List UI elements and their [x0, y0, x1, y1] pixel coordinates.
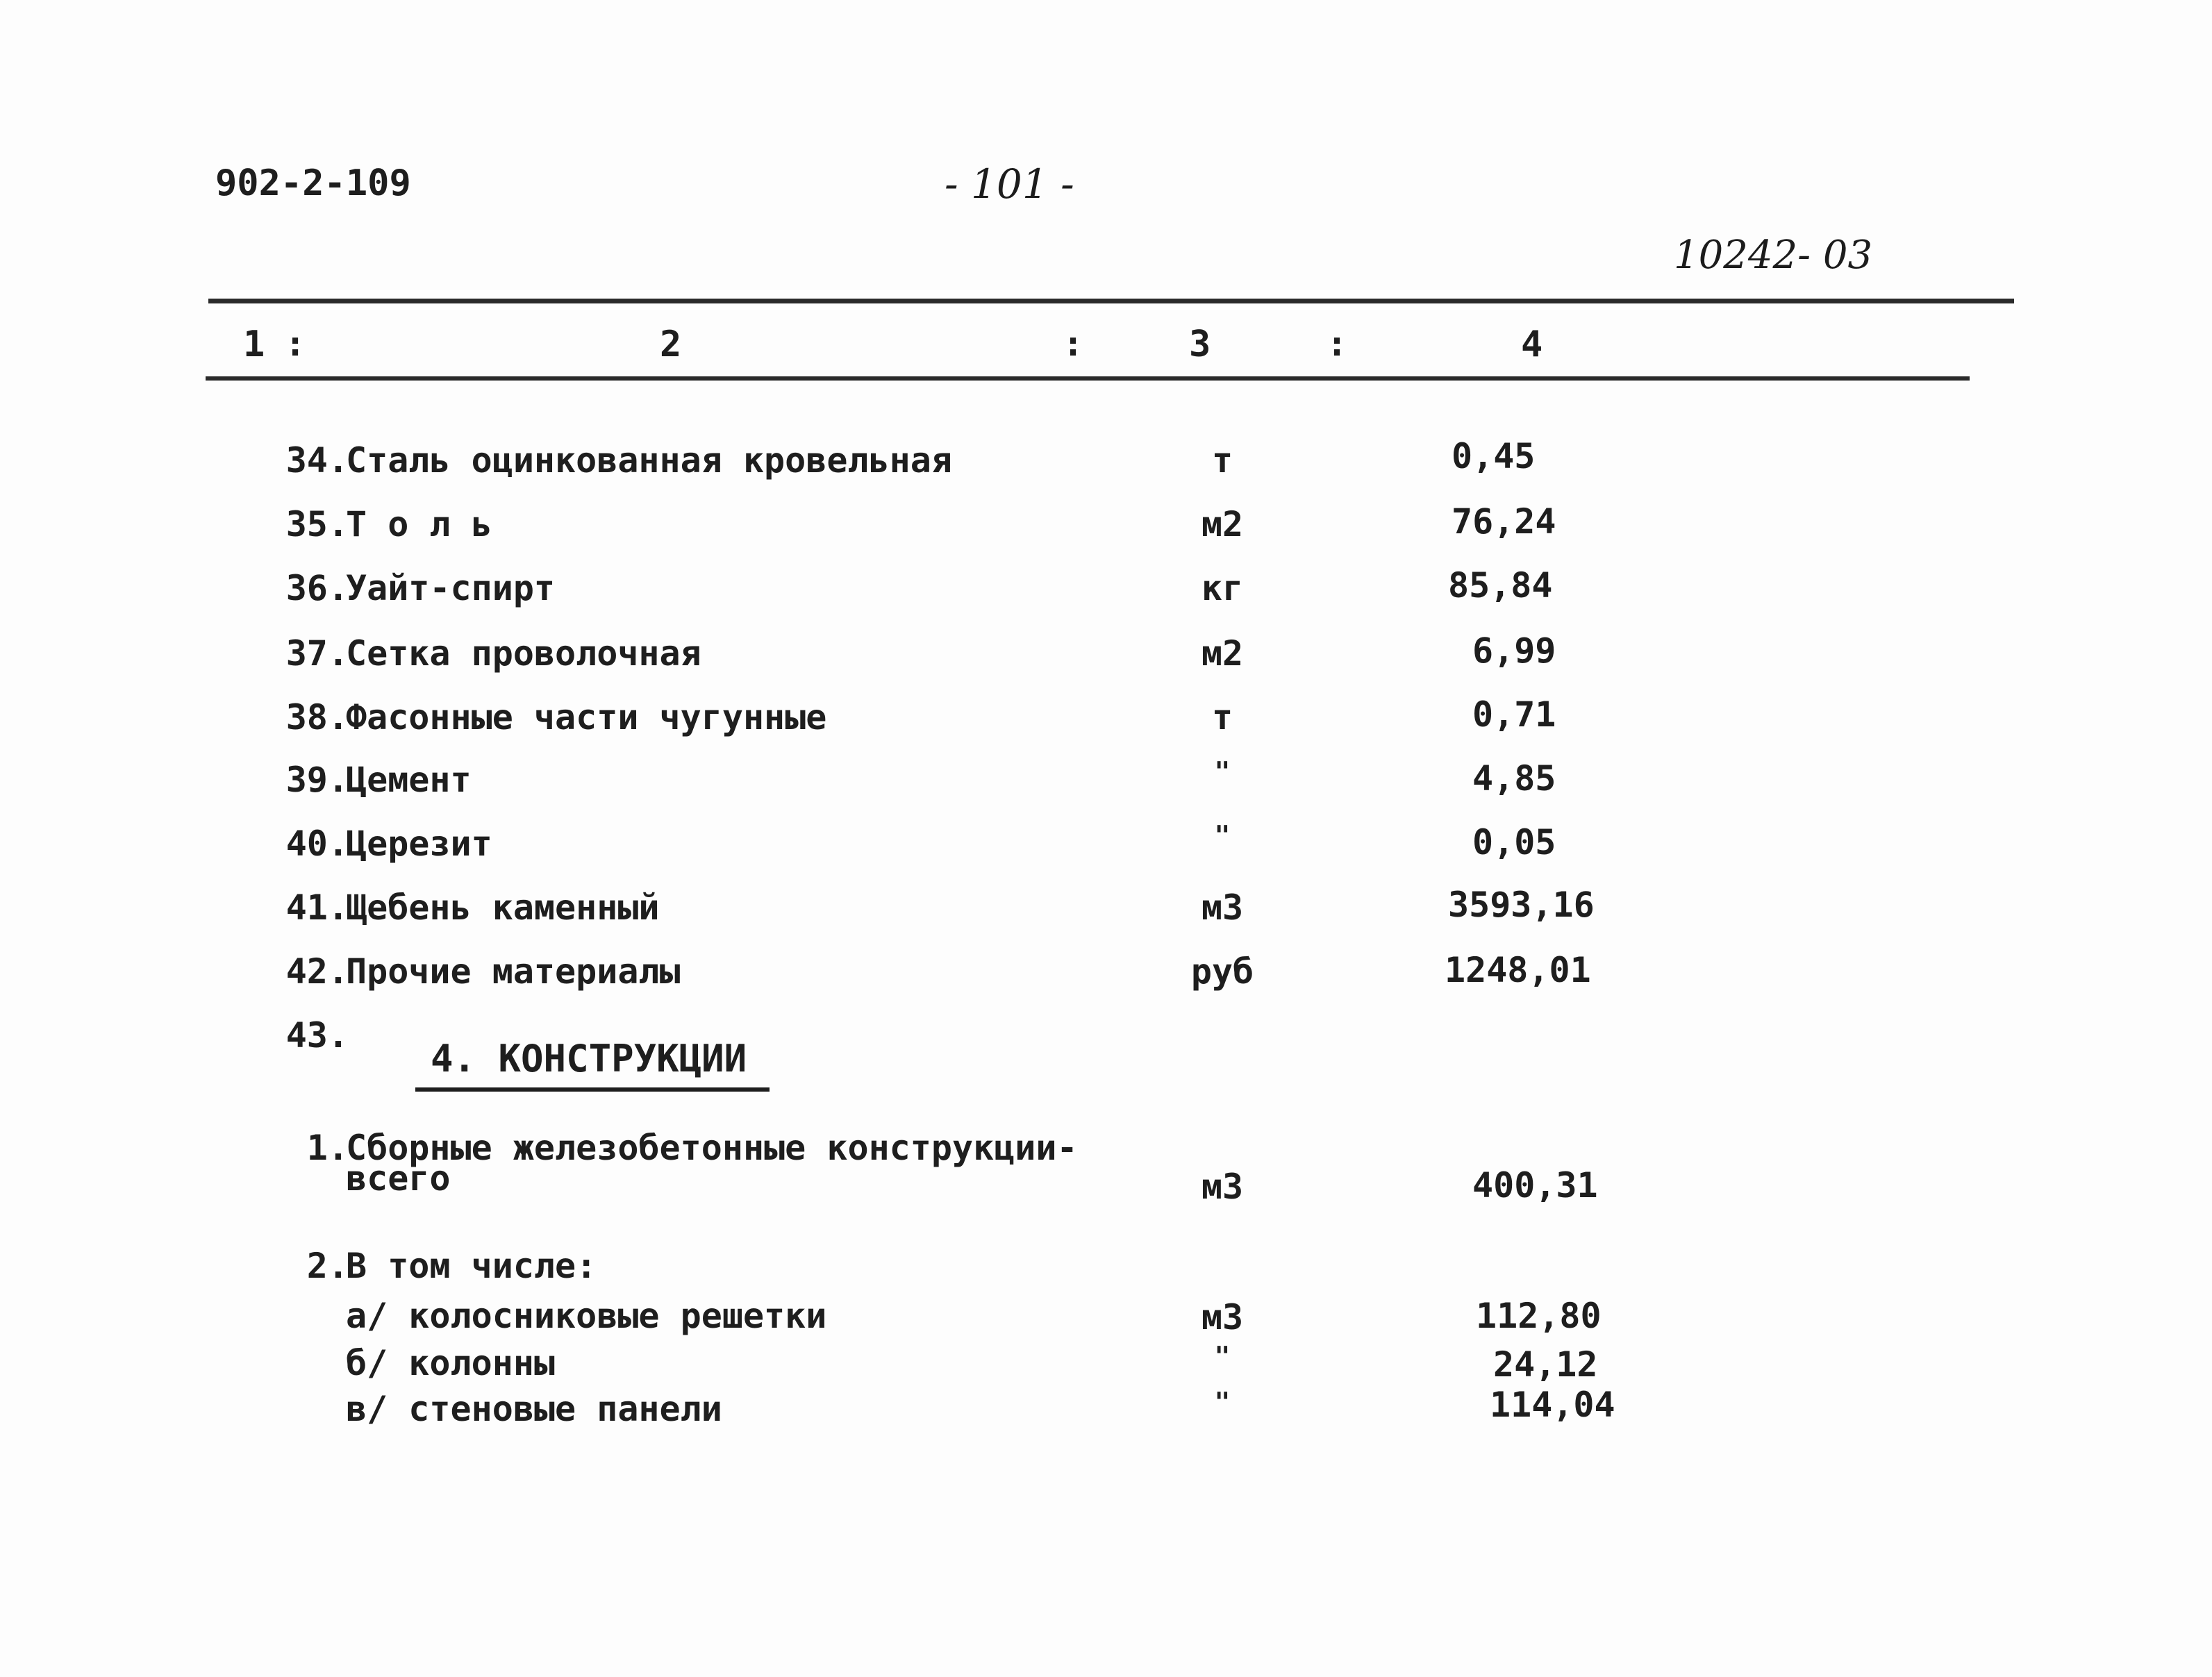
column-header-2: 2 [660, 324, 682, 365]
quantity-value: 85,84 [1448, 565, 1553, 606]
quantity-value: 24,12 [1493, 1344, 1598, 1385]
column-header-1: 1 [243, 324, 265, 365]
unit-of-measure: м2 [1201, 504, 1244, 544]
unit-of-measure: т [1211, 440, 1233, 481]
material-name: Т о л ь [346, 504, 492, 544]
quantity-value: 0,05 [1472, 822, 1556, 862]
column-header-3: 3 [1189, 324, 1211, 365]
material-name: Щебень каменный [346, 887, 660, 928]
quantity-value: 400,31 [1472, 1165, 1598, 1205]
row-number: 42. [285, 951, 349, 992]
row-number: 39. [285, 760, 349, 800]
row-number: 37. [285, 633, 349, 674]
archive-number: 10242- 03 [1674, 233, 1873, 278]
construction-name-continuation: всего [346, 1158, 451, 1199]
unit-of-measure: м2 [1201, 633, 1244, 674]
construction-name: Сборные железобетонные конструкции- [346, 1128, 1078, 1168]
material-name: Церезит [346, 824, 492, 864]
material-name: Уайт-спирт [346, 568, 556, 608]
page-number: - 101 - [945, 160, 1074, 208]
table-header-bottom-rule [206, 376, 1970, 381]
unit-of-measure: м3 [1201, 1297, 1244, 1337]
unit-of-measure: м3 [1201, 887, 1244, 928]
row-number: 40. [285, 824, 349, 864]
unit-of-measure: т [1211, 697, 1233, 737]
quantity-value: 114,04 [1490, 1385, 1615, 1425]
quantity-value: 3593,16 [1448, 885, 1595, 925]
table-top-rule [208, 299, 2014, 303]
sub-item-name: б/ колонны [346, 1343, 556, 1383]
row-number: 2. [306, 1246, 349, 1286]
row-number: 41. [285, 887, 349, 928]
quantity-value: 0,71 [1472, 694, 1556, 735]
column-separator: : [285, 324, 306, 364]
material-name: Фасонные части чугунные [346, 697, 827, 737]
sub-item-name: а/ колосниковые решетки [346, 1296, 827, 1336]
row-number: 1. [306, 1128, 349, 1168]
column-separator: : [1063, 324, 1084, 364]
row-number: 34. [285, 440, 349, 481]
quantity-value: 112,80 [1476, 1296, 1602, 1336]
quantity-value: 76,24 [1452, 501, 1556, 542]
quantity-value: 1248,01 [1445, 950, 1591, 990]
sub-item-name: в/ стеновые панели [346, 1389, 722, 1429]
unit-of-measure: " [1214, 1341, 1231, 1371]
row-number: 38. [285, 697, 349, 737]
column-header-4: 4 [1521, 324, 1543, 365]
unit-of-measure: " [1214, 756, 1231, 787]
material-name: Цемент [346, 760, 472, 800]
row-number: 36. [285, 568, 349, 608]
section-title-underline [415, 1087, 770, 1092]
unit-of-measure: руб [1190, 951, 1254, 992]
unit-of-measure: " [1214, 1387, 1231, 1417]
section-title: 4. КОНСТРУКЦИИ [431, 1037, 747, 1081]
row-number: 35. [285, 504, 349, 544]
unit-of-measure: " [1214, 820, 1231, 851]
doc-code: 902-2-109 [215, 162, 411, 204]
material-name: Сетка проволочная [346, 633, 701, 674]
row-number: 43. [285, 1015, 349, 1056]
material-name: Прочие материалы [346, 951, 681, 992]
unit-of-measure: кг [1201, 568, 1244, 608]
material-name: Сталь оцинкованная кровельная [346, 440, 952, 481]
quantity-value: 0,45 [1452, 436, 1536, 476]
column-separator: : [1327, 324, 1348, 364]
unit-of-measure: м3 [1201, 1167, 1244, 1207]
quantity-value: 6,99 [1472, 631, 1556, 671]
construction-name: В том числе: [346, 1246, 597, 1286]
quantity-value: 4,85 [1472, 758, 1556, 799]
